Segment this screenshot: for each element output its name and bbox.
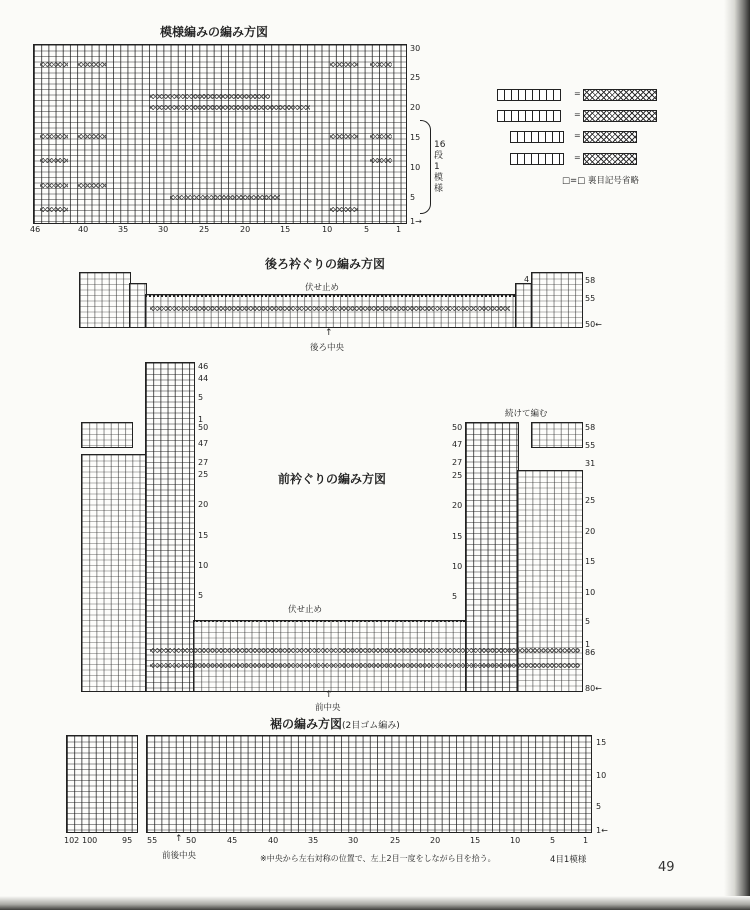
legend-symbol: [583, 89, 657, 101]
hem-title-text: 裾の編み方図: [270, 717, 343, 731]
row-label: 58: [585, 423, 596, 432]
row-label: 20: [198, 500, 209, 509]
row-label: 1: [585, 640, 591, 649]
front-right-body-grid: [517, 470, 583, 692]
cable-mark: [40, 134, 68, 139]
legend-symbol: [583, 131, 637, 143]
front-left-panel-grid: [145, 362, 195, 692]
center-arrow: ↑: [325, 690, 333, 700]
row-label: 5: [596, 802, 602, 811]
row-label: 15: [198, 531, 209, 540]
repeat-label: 16段1模様: [434, 140, 446, 194]
cable-mark: [78, 134, 106, 139]
col-label: 45: [227, 836, 238, 845]
row-label: 50: [198, 423, 209, 432]
hem-grid-left: [66, 735, 138, 833]
col-label: 30: [158, 225, 169, 234]
row-label: 10: [585, 588, 596, 597]
row-label: 55: [585, 294, 596, 303]
row-label: 5: [452, 592, 458, 601]
col-label: 35: [118, 225, 129, 234]
page-number: 49: [658, 860, 675, 875]
bind-off-line: [193, 620, 465, 622]
col-label: 100: [82, 836, 98, 845]
legend-equals: =: [574, 89, 581, 98]
cable-mark: [330, 207, 358, 212]
col-label: 5: [550, 836, 556, 845]
legend-symbol: [497, 110, 561, 122]
repeat-brace: [420, 120, 431, 214]
back-bind-off-label: 伏せ止め: [305, 283, 340, 293]
cable-mark: [330, 62, 358, 67]
col-label: 40: [268, 836, 279, 845]
cable-mark: [40, 183, 68, 188]
row-label: 20: [452, 501, 463, 510]
row-label: 27: [452, 458, 463, 467]
front-neck-title: 前衿ぐりの編み方図: [278, 472, 387, 486]
cable-mark: [40, 62, 68, 67]
center-arrow: ↑: [175, 834, 183, 844]
row-label: 20: [410, 103, 421, 112]
cable-mark: [78, 62, 106, 67]
legend-note: □=□ 裏目記号省略: [562, 176, 639, 186]
col-label: 10: [510, 836, 521, 845]
col-label: 50: [186, 836, 197, 845]
cable-mark: [40, 207, 68, 212]
hem-footnote: ※中央から左右対称の位置で、左上2目一度をしながら目を拾う。: [260, 854, 496, 863]
col-label: 10: [322, 225, 333, 234]
row-label: 15: [410, 133, 421, 142]
back-neck-grid-left: [79, 272, 131, 328]
bind-off-line: [145, 295, 515, 297]
col-label: 40: [78, 225, 89, 234]
back-neck-title: 後ろ衿ぐりの編み方図: [265, 257, 386, 271]
col-label: 55: [147, 836, 158, 845]
col-label: 20: [430, 836, 441, 845]
back-neck-grid-center: [145, 294, 517, 328]
col-label: 35: [308, 836, 319, 845]
cable-mark: [40, 158, 68, 163]
col-label: 1: [396, 225, 402, 234]
legend-symbol: [583, 153, 637, 165]
row-label: 58: [585, 276, 596, 285]
row-label: 5: [585, 617, 591, 626]
center-arrow: ↑: [325, 328, 333, 338]
row-label: 86: [585, 648, 596, 657]
row-label: 55: [585, 441, 596, 450]
row-label: 15: [585, 557, 596, 566]
top-label: 4: [524, 275, 530, 284]
legend-equals: =: [574, 110, 581, 119]
cable-mark: [370, 62, 392, 67]
row-label: 1: [198, 415, 204, 424]
cable-mark: [370, 158, 392, 163]
row-label: 27: [198, 458, 209, 467]
cable-mark: [330, 134, 358, 139]
legend-symbol: [583, 110, 657, 122]
front-center-label: 前中央: [315, 703, 341, 713]
page-bottom-shadow: [0, 896, 750, 910]
front-left-body-grid: [81, 454, 147, 692]
legend-symbol: [497, 89, 561, 101]
cable-mark: [150, 663, 580, 668]
cable-mark: [150, 648, 580, 653]
front-center-grid: [193, 620, 467, 692]
col-label: 46: [30, 225, 41, 234]
front-left-shoulder-grid: [81, 422, 133, 448]
front-right-shoulder-grid: [531, 422, 583, 448]
row-arrow: 80←: [585, 684, 602, 693]
col-label: 15: [280, 225, 291, 234]
col-label: 95: [122, 836, 133, 845]
book-spine-shadow: [724, 0, 750, 910]
row-label: 44: [198, 374, 209, 383]
hem-repeat-label: 4目1模様: [550, 855, 587, 865]
cable-mark: [370, 134, 392, 139]
cable-mark: [150, 306, 510, 311]
front-bind-off-label: 伏せ止め: [288, 605, 323, 615]
col-label: 102: [64, 836, 80, 845]
col-label: 30: [348, 836, 359, 845]
row-label: 5: [198, 393, 204, 402]
row-label: 25: [198, 470, 209, 479]
row-label: 25: [452, 471, 463, 480]
cable-mark: [150, 94, 270, 99]
row-label: 50: [452, 423, 463, 432]
back-center-label: 後ろ中央: [310, 343, 345, 353]
continue-label: 続けて編む: [505, 409, 548, 419]
col-label: 25: [199, 225, 210, 234]
col-label: 20: [240, 225, 251, 234]
back-neck-grid-right: [531, 272, 583, 328]
hem-center-label: 前後中央: [162, 851, 197, 861]
legend-equals: =: [574, 131, 581, 140]
row-arrow: 1←: [596, 826, 608, 835]
row-label: 25: [410, 73, 421, 82]
col-label: 1: [583, 836, 589, 845]
row-label: 5: [410, 193, 416, 202]
legend-symbol: [510, 131, 564, 143]
cable-mark: [78, 183, 106, 188]
row-label: 20: [585, 527, 596, 536]
row-label: 46: [198, 362, 209, 371]
hem-title: [270, 715, 400, 732]
row-label: 31: [585, 459, 596, 468]
cable-mark: [170, 195, 280, 200]
row-label: 47: [198, 439, 209, 448]
row-label: 10: [596, 771, 607, 780]
row-label: 30: [410, 44, 421, 53]
col-label: 5: [364, 225, 370, 234]
cable-mark: [150, 105, 310, 110]
col-label: 15: [470, 836, 481, 845]
row-label: 10: [452, 562, 463, 571]
hem-subtitle: (2目ゴム編み): [342, 721, 400, 731]
hem-grid-main: [146, 735, 592, 833]
legend-equals: =: [574, 153, 581, 162]
pattern-chart-title: 模様編みの編み方図: [160, 25, 269, 39]
row-label: 47: [452, 440, 463, 449]
row-label: 25: [585, 496, 596, 505]
row-label: 5: [198, 591, 204, 600]
row-label: 15: [452, 532, 463, 541]
row-label: 15: [596, 738, 607, 747]
row-label: 10: [198, 561, 209, 570]
row-label: 10: [410, 163, 421, 172]
legend-symbol: [510, 153, 564, 165]
col-label: 25: [390, 836, 401, 845]
row-arrow: 1→: [410, 217, 422, 226]
row-arrow: 50←: [585, 320, 602, 329]
